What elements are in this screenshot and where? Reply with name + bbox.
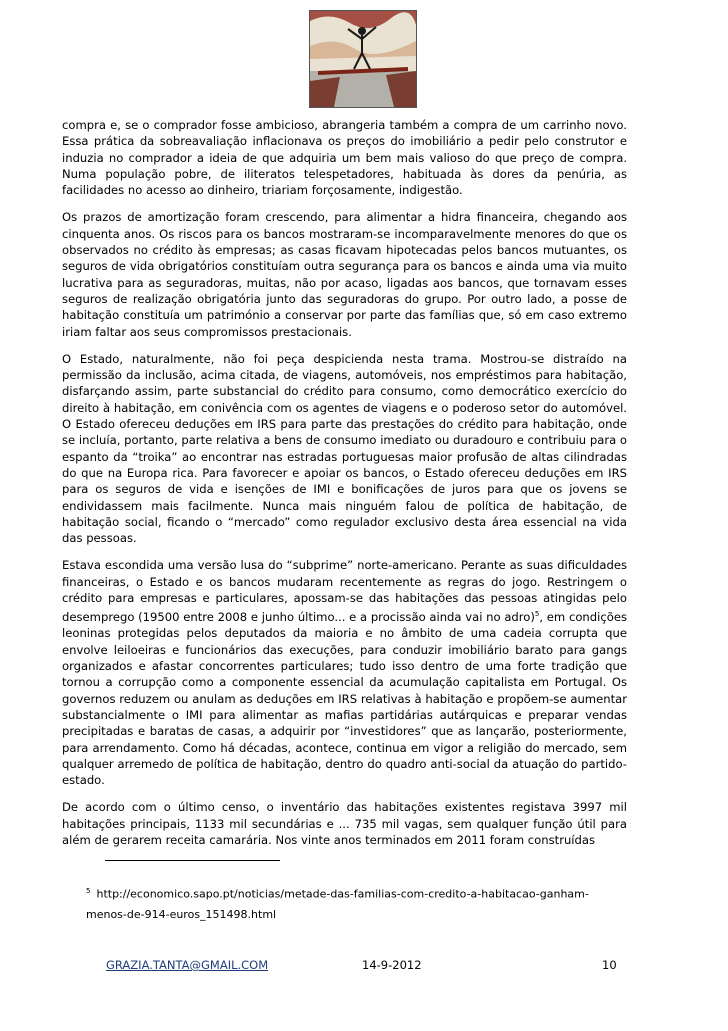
footer-email-link[interactable]: GRAZIA.TANTA@GMAIL.COM bbox=[106, 958, 269, 972]
footer-date: 14-9-2012 bbox=[362, 958, 422, 972]
footnote-separator bbox=[105, 860, 280, 861]
footnote-link[interactable]: http://economico.sapo.pt/noticias/metade-das-familias-com-credito-a-habitacao-ganham-menos-de-914-euros_151498.html bbox=[86, 887, 589, 921]
footnote-number: 5 bbox=[86, 887, 91, 895]
footnote-reference[interactable]: 5 bbox=[534, 610, 540, 619]
header-artwork-image bbox=[309, 10, 417, 108]
page-number: 10 bbox=[602, 958, 617, 972]
paragraph-2: Os prazos de amortização foram crescendo, para alimentar a hidra financeira, chegando aos cinquenta anos. Os riscos para os bancos mostraram-se incomparavelmente menores do que os observados no crédito às empresas; as casas ficavam hipotecadas pelos bancos mutuantes, os seguros de vida obrigatórios constituíam outra segurança para os bancos e ainda uma via muito lucrativa para as seguradoras, muitas, não por acaso, ligadas aos bancos, que tornavam esses seguros de realização obrigatória junto das seguradoras do grupo. Por outro lado, a posse de habitação constituía um património a conservar por parte das famílias que, só em caso extremo iriam faltar aos seus compromissos prestacionais. bbox=[62, 210, 627, 339]
paragraph-4-end: , em condições leoninas protegidas pelos deputados da maioria e no âmbito de uma cadeia corrupta que envolve leiloeiras e funcionários das execuções, para conduzir imobiliário barato para gangs organizados e afastar concorrentes particulares; tudo isso dentro de uma forte tradição que tornou a corrupção como a componente essencial da acumulação capitalista em Portugal. Os governos reduzem ou anulam as deduções em IRS relativas à habitação e propõem-se aumentar substancialmente o IMI para alimentar as mafias partidárias autárquicas e preparar vendas precipitadas e baratas de casas, a adquirir por “investidores” que as lançarão, posteriormente, para arrendamento. Como há décadas, acontece, continua em vigor a religião do mercado, sem qualquer arremedo de política de habitação, dentro do quadro anti-social da atuação do partido-estado. bbox=[62, 610, 627, 788]
article-body bbox=[62, 117, 627, 859]
footnote bbox=[86, 881, 626, 925]
paragraph-5: De acordo com o último censo, o inventário das habitações existentes registava 3997 mil habitações principais, 1133 mil secundárias e ... 735 mil vagas, sem qualquer função útil para além de gerarem receita camarária. Nos vinte anos terminados em 2011 foram construídas bbox=[62, 800, 627, 848]
paragraph-3: O Estado, naturalmente, não foi peça despicienda nesta trama. Mostrou-se distraído na permissão da inclusão, acima citada, de viagens, automóveis, nos empréstimos para habitação, disfarçando assim, parte substancial do crédito para consumo, como democrático exercício do direito à habitação, em conivência com os agentes de viagens e o poderoso setor do automóvel. O Estado ofereceu deduções em IRS para parte das prestações do crédito para habitação, onde se incluía, portanto, parte relativa a bens de consumo imediato ou duradouro e contribuiu para o espanto da “troika” ao encontrar nas estradas portuguesas maior profusão de altas cilindradas do que na Europa rica. Para favorecer e apoiar os bancos, o Estado ofereceu deduções em IRS para os seguros de vida e isenções de IMI e bonificações de juros para que os jovens se endividassem mais facilmente. Nunca mais ninguém falou de política de habitação, de habitação social, ficando o “mercado” como regulador exclusivo desta área essencial na vida das pessoas. bbox=[62, 351, 627, 546]
paragraph-4-start: Estava escondida uma versão lusa do “subprime” norte-americano. Perante as suas dificuldades financeiras, o Estado e os bancos mudaram recentemente as regras do jogo. Restringem o crédito para empresas e particulares, apossam-se das habitações das pessoas atingidas pelo desemprego (19500 entre 2008 e junho último... e a procissão ainda vai no adro) bbox=[62, 558, 627, 625]
paragraph-4 bbox=[62, 557, 627, 788]
paragraph-1: compra e, se o comprador fosse ambicioso, abrangeria também a compra de um carrinho novo. Essa prática da sobreavaliação inflacionava os preços do imobiliário a pedir pelo construtor e induzia no comprador a ideia de que adquiria um bem mais valioso do que preço de compra. Numa população pobre, de iliteratos telespetadores, habituada às dores da penúria, as facilidades no acesso ao dinheiro, triariam forçosamente, indigestão. bbox=[62, 118, 627, 198]
page-footer bbox=[0, 958, 728, 978]
